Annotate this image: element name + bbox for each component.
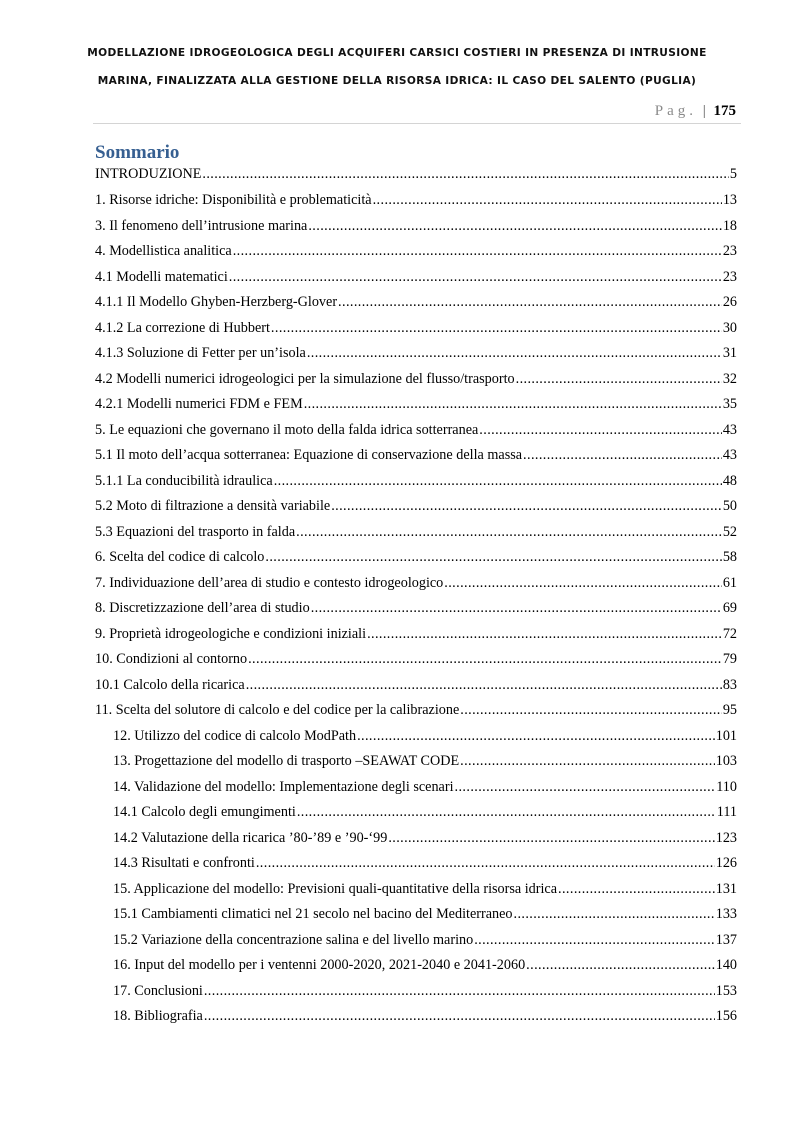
toc-leader-dots (256, 855, 715, 872)
toc-entry-title: 15.2 Variazione della concentrazione salina e del livello marino (113, 932, 474, 948)
toc-entry-title: 4.1 Modelli matematici (95, 269, 228, 285)
toc-entry-page: 103 (715, 753, 737, 769)
toc-leader-dots (307, 345, 722, 362)
toc-entry-page: 140 (715, 957, 737, 973)
header-rule (93, 123, 741, 124)
toc-entry-page: 26 (722, 294, 737, 310)
toc-leader-dots (338, 294, 722, 311)
toc-entry-page: 110 (716, 779, 737, 795)
toc-entry-14-2[interactable] (113, 830, 737, 850)
toc-entry-title: 15.1 Cambiamenti climatici nel 21 secolo nel bacino del Mediterraneo (113, 906, 513, 922)
toc-entry-title: 9. Proprietà idrogeologiche e condizioni iniziali (95, 626, 367, 642)
toc-entry-title: 1. Risorse idriche: Disponibilità e problematicità (95, 192, 372, 208)
toc-entry-title: 14. Validazione del modello: Implementazione degli scenari (113, 779, 454, 795)
toc-entry-title: 12. Utilizzo del codice di calcolo ModPath (113, 728, 357, 744)
toc-leader-dots (246, 677, 722, 694)
toc-entry-title: 5.1.1 La conducibilità idraulica (95, 473, 273, 489)
toc-entry-6[interactable] (95, 549, 737, 569)
toc-entry-title: 4.1.1 Il Modello Ghyben-Herzberg-Glover (95, 294, 338, 310)
toc-entry-17[interactable] (113, 983, 737, 1003)
toc-entry-9[interactable] (95, 626, 737, 646)
toc-entry-4-1-2[interactable] (95, 320, 737, 340)
toc-entry-4-1-3[interactable] (95, 345, 737, 365)
toc-entry-page: 69 (722, 600, 737, 616)
toc-entry-page: 72 (722, 626, 737, 642)
toc-entry-4-2-1[interactable] (95, 396, 737, 416)
toc-entry-10-1[interactable] (95, 677, 737, 697)
toc-entry-4-1-1[interactable] (95, 294, 737, 314)
toc-leader-dots (516, 371, 722, 388)
toc-entry-page: 153 (715, 983, 737, 999)
toc-entry-page: 137 (715, 932, 737, 948)
toc-entry-page: 48 (722, 473, 737, 489)
toc-entry-title: INTRODUZIONE (95, 166, 202, 182)
toc-leader-dots (297, 804, 716, 821)
toc-leader-dots (304, 396, 722, 413)
toc-leader-dots (308, 218, 721, 235)
toc-entry-title: 4.2 Modelli numerici idrogeologici per la simulazione del flusso/trasporto (95, 371, 515, 387)
toc-entry-14[interactable] (113, 779, 737, 799)
toc-leader-dots (229, 269, 722, 286)
toc-leader-dots (204, 1008, 715, 1025)
toc-entry-title: 4.1.2 La correzione di Hubbert (95, 320, 270, 336)
toc-entry-page: 50 (722, 498, 737, 514)
page-separator: | (702, 103, 706, 119)
toc-entry-title: 18. Bibliografia (113, 1008, 203, 1024)
toc-leader-dots (204, 983, 715, 1000)
toc-entry-title: 15. Applicazione del modello: Previsioni quali-quantitative della risorsa idrica (113, 881, 558, 897)
toc-entry-page: 126 (715, 855, 737, 871)
toc-entry-4-1[interactable] (95, 269, 737, 289)
toc-entry-11[interactable] (95, 702, 737, 722)
toc-entry-page: 95 (722, 702, 737, 718)
toc-leader-dots (373, 192, 722, 209)
toc-entry-page: 23 (722, 269, 737, 285)
running-header-line-1: MODELLAZIONE IDROGEOLOGICA DEGLI ACQUIFERI CARSICI COSTIERI IN PRESENZA DI INTRUSIONE (87, 47, 707, 59)
toc-entry-12[interactable] (113, 728, 737, 748)
toc-entry-page: 133 (715, 906, 737, 922)
toc-leader-dots (331, 498, 722, 515)
toc-entry-page: 13 (722, 192, 737, 208)
toc-leader-dots (479, 422, 722, 439)
toc-leader-dots (311, 600, 722, 617)
toc-entry-5-2[interactable] (95, 498, 737, 518)
toc-entry-1[interactable] (95, 192, 737, 212)
toc-entry-15-2[interactable] (113, 932, 737, 952)
toc-leader-dots (474, 932, 715, 949)
toc-entry-page: 131 (715, 881, 737, 897)
toc-entry-title: 3. Il fenomeno dell’intrusione marina (95, 218, 308, 234)
toc-entry-title: 16. Input del modello per i ventenni 2000-2020, 2021-2040 e 2041-2060 (113, 957, 526, 973)
toc-entry-14-1[interactable] (113, 804, 737, 824)
toc-entry-page: 79 (722, 651, 737, 667)
toc-entry-5-1-1[interactable] (95, 473, 737, 493)
toc-leader-dots (388, 830, 714, 847)
toc-entry-title: 10. Condizioni al contorno (95, 651, 248, 667)
toc-entry-title: 17. Conclusioni (113, 983, 203, 999)
toc-entry-8[interactable] (95, 600, 737, 620)
toc-entry-page: 23 (722, 243, 737, 259)
toc-entry-18[interactable] (113, 1008, 737, 1028)
toc-entry-page: 30 (722, 320, 737, 336)
toc-entry-page: 123 (715, 830, 737, 846)
toc-leader-dots (526, 957, 715, 974)
toc-title: Sommario (95, 142, 180, 163)
toc-entry-page: 35 (722, 396, 737, 412)
toc-entry-title: 4.2.1 Modelli numerici FDM e FEM (95, 396, 303, 412)
toc-leader-dots (523, 447, 722, 464)
toc-entry-title: 10.1 Calcolo della ricarica (95, 677, 245, 693)
toc-entry-15[interactable] (113, 881, 737, 901)
toc-leader-dots (514, 906, 715, 923)
page-number-block (655, 103, 736, 120)
toc-entry-5-3[interactable] (95, 524, 737, 544)
toc-entry-3[interactable] (95, 218, 737, 238)
toc-entry-page: 18 (722, 218, 737, 234)
toc-entry-page: 43 (722, 447, 737, 463)
toc-entry-page: 111 (716, 804, 737, 820)
toc-entry-13[interactable] (113, 753, 737, 773)
toc-entry-4-2[interactable] (95, 371, 737, 391)
toc-entry-title: 14.3 Risultati e confronti (113, 855, 255, 871)
toc-entry-title: 6. Scelta del codice di calcolo (95, 549, 265, 565)
running-header-line-2: MARINA, FINALIZZATA ALLA GESTIONE DELLA RISORSA IDRICA: IL CASO DEL SALENTO (PUGLIA) (97, 75, 697, 87)
toc-entry-title: 13. Progettazione del modello di trasporto –SEAWAT CODE (113, 753, 460, 769)
toc-leader-dots (460, 702, 722, 719)
toc-leader-dots (296, 524, 722, 541)
toc-entry-page: 5 (729, 166, 737, 182)
toc-leader-dots (248, 651, 722, 668)
toc-entry-page: 101 (715, 728, 737, 744)
page-number: 175 (713, 103, 736, 119)
page-label: Pag. (654, 103, 697, 119)
toc-entry-title: 7. Individuazione dell’area di studio e contesto idrogeologico (95, 575, 444, 591)
toc-leader-dots (202, 166, 729, 183)
toc-entry-page: 83 (722, 677, 737, 693)
toc-leader-dots (558, 881, 715, 898)
toc-entry-page: 61 (722, 575, 737, 591)
toc-entry-10[interactable] (95, 651, 737, 671)
toc-entry-page: 31 (722, 345, 737, 361)
toc-entry-title: 5.3 Equazioni del trasporto in falda (95, 524, 296, 540)
toc-entry-16[interactable] (113, 957, 737, 977)
toc-entry-title: 5.2 Moto di filtrazione a densità variabile (95, 498, 331, 514)
toc-entry-page: 43 (722, 422, 737, 438)
toc-entry-title: 4.1.3 Soluzione di Fetter per un’isola (95, 345, 306, 361)
toc-leader-dots (367, 626, 722, 643)
toc-entry-page: 156 (715, 1008, 737, 1024)
toc-entry-14-3[interactable] (113, 855, 737, 875)
toc-leader-dots (265, 549, 721, 566)
toc-entry-title: 5. Le equazioni che governano il moto della falda idrica sotterranea (95, 422, 479, 438)
toc-entry-15-1[interactable] (113, 906, 737, 926)
toc-leader-dots (233, 243, 722, 260)
toc-entry-introduzione[interactable] (95, 166, 737, 186)
toc-leader-dots (455, 779, 716, 796)
toc-entry-title: 8. Discretizzazione dell’area di studio (95, 600, 310, 616)
toc-entry-5-1[interactable] (95, 447, 737, 467)
toc-leader-dots (460, 753, 715, 770)
toc-leader-dots (271, 320, 722, 337)
toc-leader-dots (357, 728, 715, 745)
toc-leader-dots (444, 575, 722, 592)
toc-entry-page: 58 (722, 549, 737, 565)
toc-entry-page: 52 (722, 524, 737, 540)
toc-entry-title: 4. Modellistica analitica (95, 243, 232, 259)
toc-entry-7[interactable] (95, 575, 737, 595)
toc-entry-title: 14.1 Calcolo degli emungimenti (113, 804, 296, 820)
toc-entry-page: 32 (722, 371, 737, 387)
toc-leader-dots (274, 473, 722, 490)
toc-entry-5[interactable] (95, 422, 737, 442)
toc-entry-4[interactable] (95, 243, 737, 263)
toc-entry-title: 5.1 Il moto dell’acqua sotterranea: Equazione di conservazione della massa (95, 447, 523, 463)
toc-entry-title: 14.2 Valutazione della ricarica ’80-’89 e ’90-‘99 (113, 830, 388, 846)
toc-entry-title: 11. Scelta del solutore di calcolo e del codice per la calibrazione (95, 702, 460, 718)
